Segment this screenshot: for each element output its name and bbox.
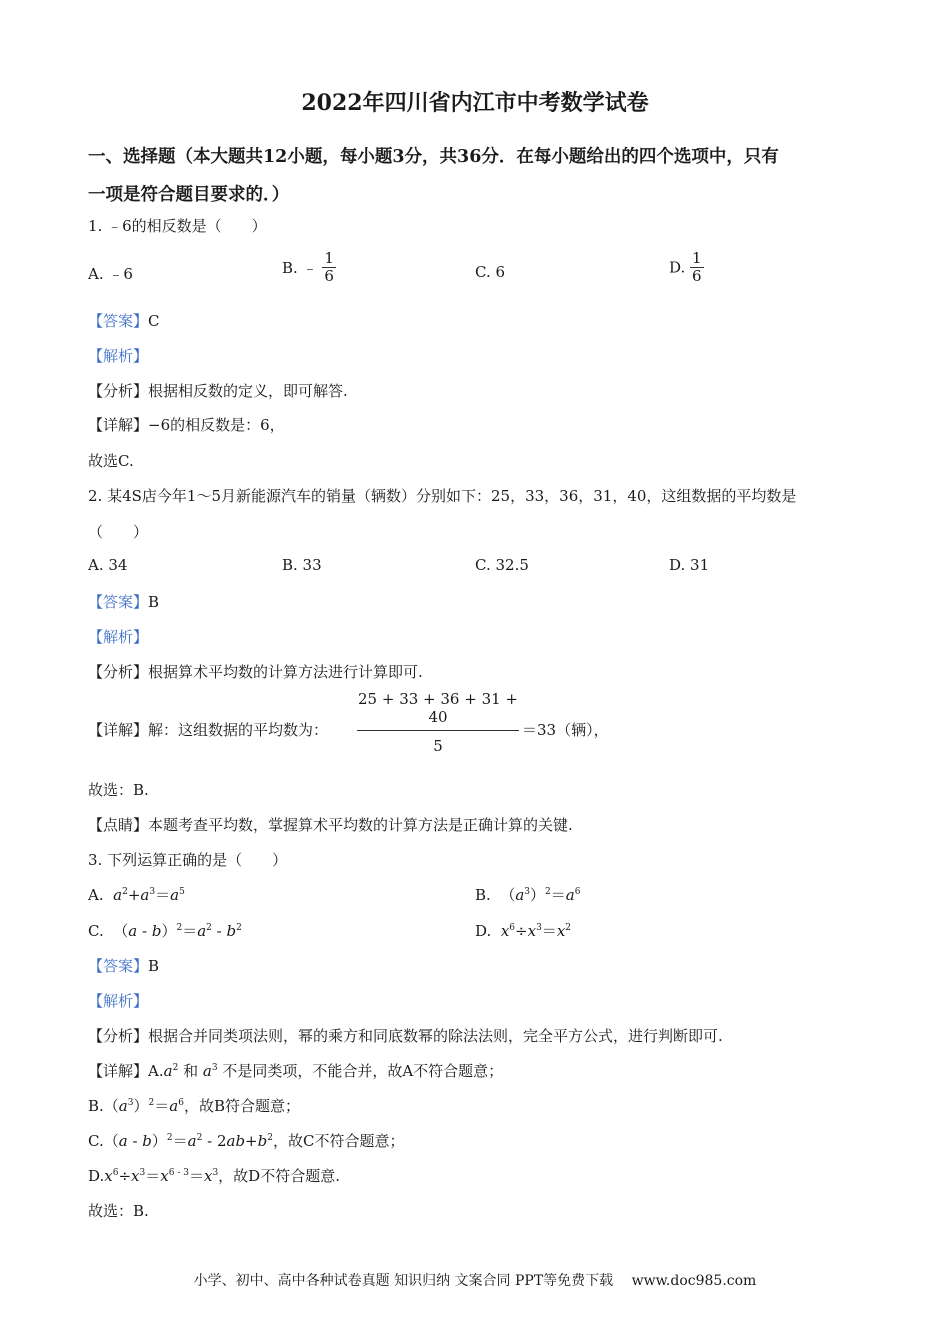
q3-answer xyxy=(88,955,159,976)
q2-analysis-label: 【解析】 xyxy=(88,628,149,646)
page-footer: 小学、初中、高中各种试卷真题 知识归纳 文案合同 PPT等免费下载 www.doc985.com xyxy=(193,1273,757,1289)
q2-stem: 2. 某4S店今年1～5月新能源汽车的销量（辆数）分别如下：25，33，36，31，40，这组数据的平均数是 xyxy=(88,487,797,505)
detail-label: 【详解】 xyxy=(88,1062,149,1080)
q2-mean-result: ＝33（辆）， xyxy=(522,721,609,739)
detail-text: 解：这组数据的平均数为： xyxy=(148,721,329,739)
page-title: 2022年四川省内江市中考数学试卷 xyxy=(301,90,649,116)
detail-a-text: 不是同类项，不能合并，故A不符合题意； xyxy=(222,1062,504,1080)
option-label: A. xyxy=(88,886,104,904)
answer-label: 【答案】 xyxy=(88,593,149,611)
option-label: C. xyxy=(88,922,104,940)
q3-detail-a: 【详解】$A.a^2$ 和 $a^3$ 不是同类项，不能合并，故A不符合题意； xyxy=(88,1062,504,1080)
q1-stem: 1. ﹣6的相反数是（ ） xyxy=(88,217,267,235)
detail-d-text: ，故D不符合题意. xyxy=(218,1167,340,1185)
fenxi-label: 【分析】 xyxy=(88,663,149,681)
detail-b-text: ，故B符合题意； xyxy=(183,1097,300,1115)
q1-option-b-prefix: B. ﹣ xyxy=(282,259,318,277)
detail-label: 【详解】 xyxy=(88,721,149,739)
answer-label: 【答案】 xyxy=(88,957,149,975)
q1-option-d xyxy=(669,250,704,285)
detail-text: −6的相反数是：6， xyxy=(148,416,285,434)
q2-mean-denominator: 5 xyxy=(433,737,443,755)
q3-fenxi xyxy=(88,1025,723,1046)
q1-option-d-prefix: D. xyxy=(669,258,686,277)
q2-option-a: A. 34 xyxy=(88,556,128,574)
q1-choose: 故选C. xyxy=(88,452,134,470)
q1-option-a: A. ﹣6 xyxy=(88,265,133,283)
answer-value: B xyxy=(148,593,160,611)
q3-option-a: A. $a^2+a^3=a^5$ xyxy=(88,886,185,904)
q3-option-c: C. $(a - b)^2=a^2 - b^2$ xyxy=(88,922,242,940)
answer-label: 【答案】 xyxy=(88,312,149,330)
q1-option-d-denominator: 6 xyxy=(692,267,702,285)
q3-detail-c: $C.(a - b)^2=a^2 - 2ab+b^2$，故C不符合题意； xyxy=(88,1132,405,1150)
q2-option-c: C. 32.5 xyxy=(475,556,529,574)
option-label: B. xyxy=(475,886,491,904)
detail-label: 【详解】 xyxy=(88,416,149,434)
q2-mean-numerator: 25 + 33 + 36 + 31 + 40 xyxy=(357,690,519,731)
q2-choose: 故选：B. xyxy=(88,781,149,799)
q2-stem-continued: （ ） xyxy=(88,523,149,541)
q3-choose: 故选：B. xyxy=(88,1202,149,1220)
q1-option-d-numerator: 1 xyxy=(692,249,702,267)
q1-analysis-label: 【解析】 xyxy=(88,347,149,365)
q3-detail-b: $B.(a^3)^2=a^6$，故B符合题意； xyxy=(88,1097,300,1115)
fenxi-label: 【分析】 xyxy=(88,1027,149,1045)
q2-option-d: D. 31 xyxy=(669,556,710,574)
fenxi-text: 根据合并同类项法则，幂的乘方和同底数幂的除法法则，完全平方公式，进行判断即可. xyxy=(148,1027,723,1045)
q1-option-c: C. 6 xyxy=(475,263,506,281)
section-heading-line2: 一项是符合题目要求的．） xyxy=(88,185,290,205)
answer-value: C xyxy=(148,312,160,330)
q3-analysis-label: 【解析】 xyxy=(88,992,149,1010)
answer-value: B xyxy=(148,957,160,975)
q3-option-d: D. $x^6\div x^3=x^2$ xyxy=(475,922,572,940)
q2-detail xyxy=(88,719,328,740)
q1-option-b-denominator: 6 xyxy=(324,267,334,285)
option-label: D. xyxy=(475,922,492,940)
q1-option-b-numerator: 1 xyxy=(324,249,334,267)
q1-answer xyxy=(88,310,160,331)
section-heading-line1: 一、选择题（本大题共12小题，每小题3分，共36分．在每小题给出的四个选项中，只有 xyxy=(88,147,779,167)
q1-option-d-fraction xyxy=(690,250,704,285)
q2-fenxi xyxy=(88,661,423,682)
q3-detail-d: $D.x^6\div x^3=x^{6 - 3}=x^3$，故D不符合题意. xyxy=(88,1167,340,1185)
q1-fenxi xyxy=(88,380,348,401)
q3-option-b: B. $(a^3)^2=a^6$ xyxy=(475,886,581,904)
fenxi-text: 根据相反数的定义，即可解答. xyxy=(148,382,348,400)
q2-mean-fraction xyxy=(357,690,519,755)
dianjing-label: 【点睛】 xyxy=(88,816,149,834)
fenxi-text: 根据算术平均数的计算方法进行计算即可. xyxy=(148,663,423,681)
q2-option-b: B. 33 xyxy=(282,556,322,574)
detail-c-text: ，故C不符合题意； xyxy=(272,1132,405,1150)
q2-dianjing xyxy=(88,814,573,835)
q1-option-b-fraction xyxy=(322,250,336,285)
q3-stem: 3. 下列运算正确的是（ ） xyxy=(88,851,288,869)
q1-detail xyxy=(88,414,285,435)
fenxi-label: 【分析】 xyxy=(88,382,149,400)
q1-option-b xyxy=(282,250,336,285)
q2-answer xyxy=(88,591,159,612)
dianjing-text: 本题考查平均数，掌握算术平均数的计算方法是正确计算的关键. xyxy=(148,816,573,834)
